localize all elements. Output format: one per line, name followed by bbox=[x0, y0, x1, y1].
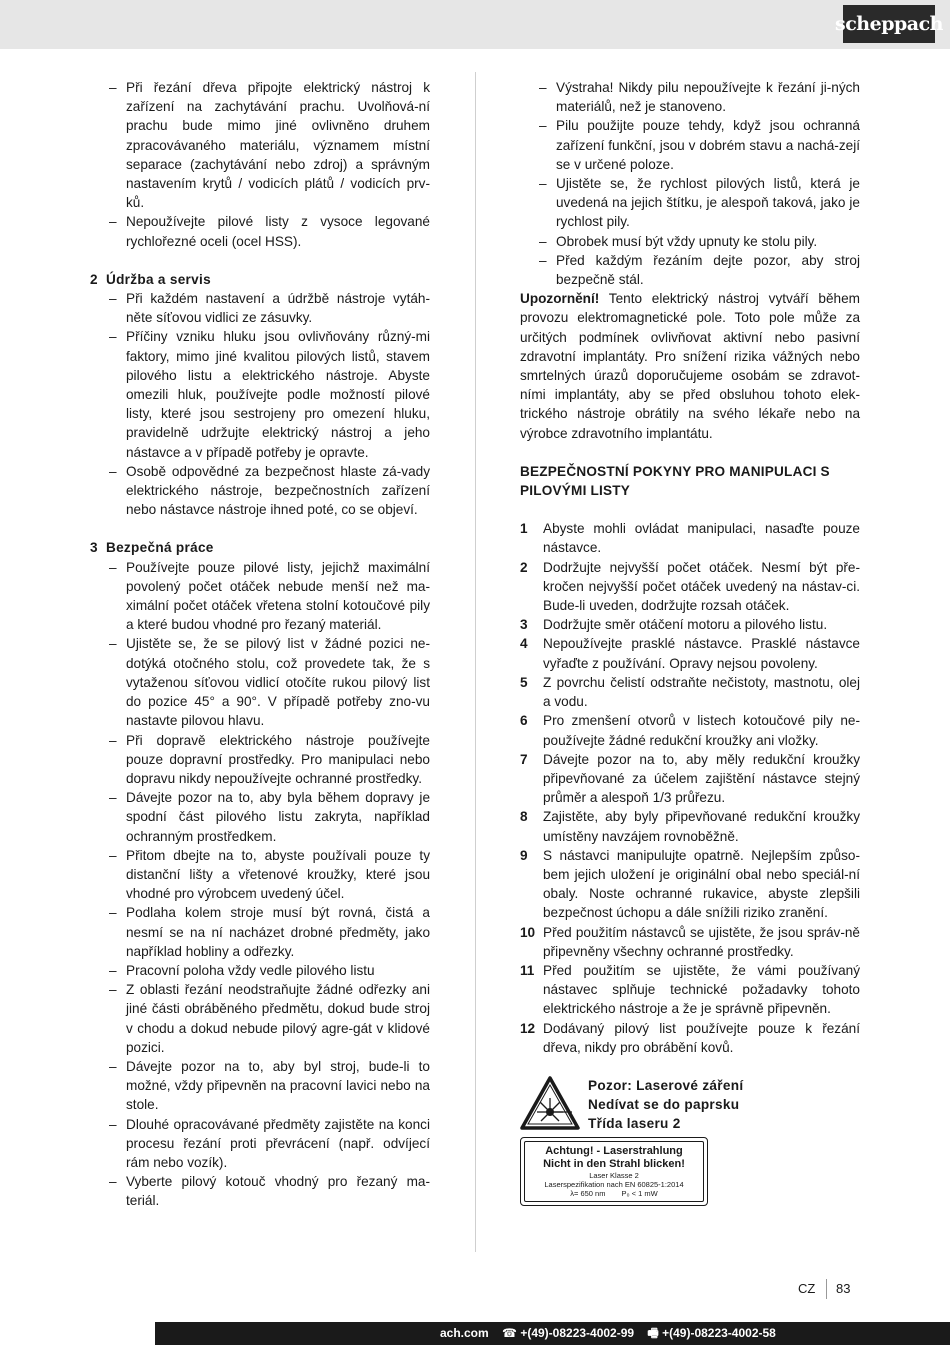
list-item: 7 Dávejte pozor na to, aby měly redukční kroužky připevňované za účelem zajištění nástavce stejný průměr a alespoň 1/3 průřezu. bbox=[520, 751, 860, 806]
list-item: – Pilu použijte pouze tehdy, když jsou ochranná zařízení funkční, jsou v dobrém stavu a nachá-zejí se v určené poloze. bbox=[520, 116, 860, 174]
list-item: – Dávejte pozor na to, aby byla během dopravy je spodní část pilového listu zakryta, například ochranným prostředkem. bbox=[90, 788, 430, 846]
list-item: – Z oblasti řezání neodstraňujte žádné odřezky ani jiné části obráběného předmětu, dokud bude stroj v chodu a dokud nebude pilový agre-gát v klidové pozici. bbox=[90, 980, 430, 1057]
section-heading-safe-work: 3 Bezpečná práce bbox=[90, 540, 214, 556]
list-item: – Při řezání dřeva připojte elektrický nástroj k zařízení na zachytávání prachu. Uvolňová-ní prachu bude mimo jiné ovlivněno druhem zpracovávaného materiálu, významem místní separace (zachytávání nebo zdroj) a správným nastavením krytů / vodicích plátů / vodicích prv-ků. bbox=[90, 78, 430, 212]
phone-number: +(49)-08223-4002-99 bbox=[520, 1326, 635, 1340]
header-band bbox=[0, 0, 950, 49]
list-item: – Ujistěte se, že se pilový list v žádné pozici ne-dotýká otočného stolu, což provedete tak, že s vytaženou síťovou vidlicí otočíte rukou pilový list do pozice 45° a 90°. V případě potřeby zno-vu nastavte pilovou hlavu. bbox=[90, 634, 430, 730]
list-item: – Používejte pouze pilové listy, jejichž maximální povolený počet otáček nebude menší než ma-ximální počet otáček vřetena stolní kotoučové pily a které budou vhodné pro řezaný materiál. bbox=[90, 558, 430, 635]
list-item: – Ujistěte se, že rychlost pilových listů, která je uvedená na jejich štítku, je alespoň taková, jako je rychlost pily. bbox=[520, 174, 860, 232]
laser-warning-text: Pozor: Laserové záření Nedívat se do paprsku Třída laseru 2 bbox=[588, 1077, 744, 1132]
list-item: – Přitom dbejte na to, abyste používali pouze ty distanční lišty a vřetenové kroužky, které jsou vhodné pro výrobcem uvedený účel. bbox=[90, 846, 430, 904]
list-item: 6 Pro zmenšení otvorů v listech kotoučové pily ne-používejte žádné redukční kroužky ani vložky. bbox=[520, 713, 860, 748]
list-item: 4 Nepoužívejte prasklé nástavce. Prasklé nástavce vyřaďte z používání. Opravy nejsou povoleny. bbox=[520, 636, 860, 671]
safety-heading: BEZPEČNOSTNÍ POKYNY PRO MANIPULACI S PILOVÝMI LISTY bbox=[520, 463, 830, 499]
list-item: – Při dopravě elektrického nástroje používejte pouze dopravní prostředky. Pro manipulaci nebo dopravu nikdy nepoužívejte ochranné prostředky. bbox=[90, 731, 430, 789]
list-item: 2 Dodržujte nejvyšší počet otáček. Nesmí být pře-kročen nejvyšší počet otáček uvedený na nástav-ci. Bude-li uveden, dodržujte rozsah otáček. bbox=[520, 559, 860, 614]
section-heading-maintenance: 2 Údržba a servis bbox=[90, 271, 211, 287]
laser-label-spec: λ= 650 nm P₀ < 1 mW bbox=[570, 1188, 658, 1198]
list-item: – Podlaha kolem stroje musí být rovná, čistá a nesmí se na ní nacházet drobné předměty, jako například hobliny a odřezky. bbox=[90, 903, 430, 961]
list-item: 10 Před použitím nástavců se ujistěte, že jsou správ-ně připevněny všechny ochranné prostředky. bbox=[520, 924, 860, 959]
footer-country: CZ bbox=[798, 1281, 816, 1296]
list-item: – Dlouhé opracovávané předměty zajistěte na konci procesu řezání proti převrácení (např. odvíjecí rám nebo vozík). bbox=[90, 1115, 430, 1173]
website-text: ach.com bbox=[440, 1326, 489, 1340]
laser-label-line: Nicht in den Strahl blicken! bbox=[543, 1157, 685, 1170]
laser-warning bbox=[520, 1076, 860, 1216]
list-item: 1 Abyste mohli ovládat manipulaci, nasaďte pouze nástavce. bbox=[520, 521, 860, 556]
list-item: 3 Dodržujte směr otáčení motoru a pilového listu. bbox=[520, 617, 828, 633]
list-item: – Obrobek musí být vždy upnuty ke stolu pily. bbox=[520, 232, 860, 251]
list-item: – Vyberte pilový kotouč vhodný pro řezaný ma-teriál. bbox=[90, 1172, 430, 1210]
laser-warning-triangle-icon bbox=[520, 1076, 580, 1130]
brand-logo: scheppach bbox=[843, 5, 935, 43]
fax-number: +(49)-08223-4002-58 bbox=[662, 1326, 776, 1340]
list-item: 11 Před použitím se ujistěte, že vámi používaný nástavec splňuje technické požadavky tohoto elektrického nástroje a že je správně připevněn. bbox=[520, 962, 860, 1017]
phone-icon: ☎ bbox=[502, 1326, 517, 1340]
column-divider bbox=[475, 72, 476, 1252]
list-item: – Při každém nastavení a údržbě nástroje vytáh-něte síťovou vidlici ze zásuvky. bbox=[90, 289, 430, 327]
list-item: – Před každým řezáním dejte pozor, aby stroj bezpečně stál. bbox=[520, 251, 860, 289]
list-item: – Pracovní poloha vždy vedle pilového listu bbox=[90, 961, 430, 980]
list-item: – Osobě odpovědné za bezpečnost hlaste zá-vady elektrického nástroje, bezpečnostních zařízení nebo nástavce nástroje ihned poté, co se objeví. bbox=[90, 462, 430, 520]
list-item: 12 Dodávaný pilový list používejte pouze k řezání dřeva, nikdy pro obrábění kovů. bbox=[520, 1020, 860, 1055]
contact-bar-blank bbox=[0, 1322, 155, 1345]
laser-label-line: Laser Klasse 2 bbox=[589, 1170, 639, 1180]
list-item: – Příčiny vzniku hluku jsou ovlivňovány různý-mi faktory, mimo jiné kvalitou pilových listů, stavem pilového listu a elektrického nástroje. Abyste omezili hluk, používejte podle možností pilové listy, které jsou sestrojeny pro omezení hluku, pravidelně udržujte elektrický nástroj a jeho nástavce a v případě potřeby je opravte. bbox=[90, 327, 430, 461]
contact-info bbox=[440, 1322, 776, 1345]
emf-notice: Upozornění! Tento elektrický nástroj vytváří během provozu elektromagnetické pole. Toto pole může za určitých podmínek ovlivňovat aktivní nebo pasivní zdravotní implantáty. Pro snížení rizika vážných nebo smrtelných úrazů doporučujeme osobám se zdravot-ními implantáty, aby se před obsluhou tohoto elek-trického nástroje obrátily na svého lékaře nebo na výrobce zdravotního implantátu. bbox=[520, 291, 860, 441]
laser-label-line: Laserspezifikation nach EN 60825-1:2014 bbox=[544, 1179, 684, 1189]
list-item: 5 Z povrchu čelistí odstraňte nečistoty, mastnotu, olej a vodu. bbox=[520, 674, 860, 710]
list-item: – Nepoužívejte pilové listy z vysoce legované rychlořezné oceli (ocel HSS). bbox=[90, 212, 430, 250]
right-column bbox=[520, 78, 860, 1216]
fax-icon: 🖷 bbox=[647, 1326, 659, 1340]
footer-separator bbox=[826, 1279, 827, 1299]
left-column bbox=[90, 78, 430, 1211]
laser-label bbox=[520, 1137, 708, 1206]
laser-label-line: Achtung! - Laserstrahlung bbox=[545, 1144, 683, 1157]
page-number: 83 bbox=[836, 1281, 851, 1296]
list-item: 9 S nástavci manipulujte opatrně. Nejlepším způso-bem jejich uložení je originální obal nebo speciál-ní obaly. Noste ochranné rukavice, abyste zlepšili bezpečnost úchopu a dále snížili riziko zranění. bbox=[520, 847, 860, 921]
list-item: – Dávejte pozor na to, aby byl stroj, bude-li to možné, vždy připevněn na pracovní lavici nebo na stole. bbox=[90, 1057, 430, 1115]
list-item: 8 Zajistěte, aby byly připevňované redukční kroužky umístěny navzájem rovnoběžně. bbox=[520, 809, 860, 844]
list-item: – Výstraha! Nikdy pilu nepoužívejte k řezání ji-ných materiálů, než je stanoveno. bbox=[520, 78, 860, 116]
